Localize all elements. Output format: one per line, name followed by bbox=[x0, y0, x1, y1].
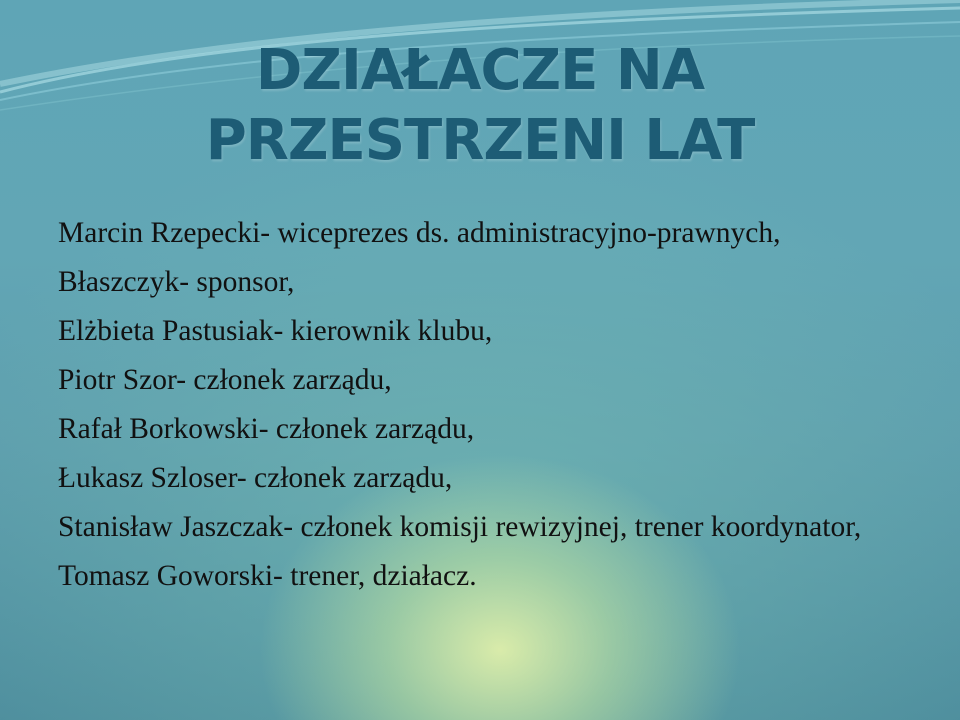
list-item: Piotr Szor- członek zarządu, bbox=[58, 364, 392, 396]
list-item: Łukasz Szloser- członek zarządu, bbox=[58, 462, 453, 494]
list-item: Rafał Borkowski- członek zarządu, bbox=[58, 413, 475, 445]
title-line-1: DZIAŁACZE NA bbox=[255, 38, 705, 103]
title-line-2: PRZESTRZENI LAT bbox=[205, 108, 755, 173]
list-item: Tomasz Goworski- trener, działacz. bbox=[58, 560, 477, 592]
members-list bbox=[58, 213, 906, 605]
list-item: Elżbieta Pastusiak- kierownik klubu, bbox=[58, 315, 493, 347]
list-item: Stanisław Jaszczak- członek komisji rewizyjnej, trener koordynator, bbox=[58, 511, 862, 543]
list-item: Marcin Rzepecki- wiceprezes ds. administracyjno-prawnych, bbox=[58, 217, 781, 249]
slide-title bbox=[130, 36, 830, 176]
list-item: Błaszczyk- sponsor, bbox=[58, 266, 295, 298]
